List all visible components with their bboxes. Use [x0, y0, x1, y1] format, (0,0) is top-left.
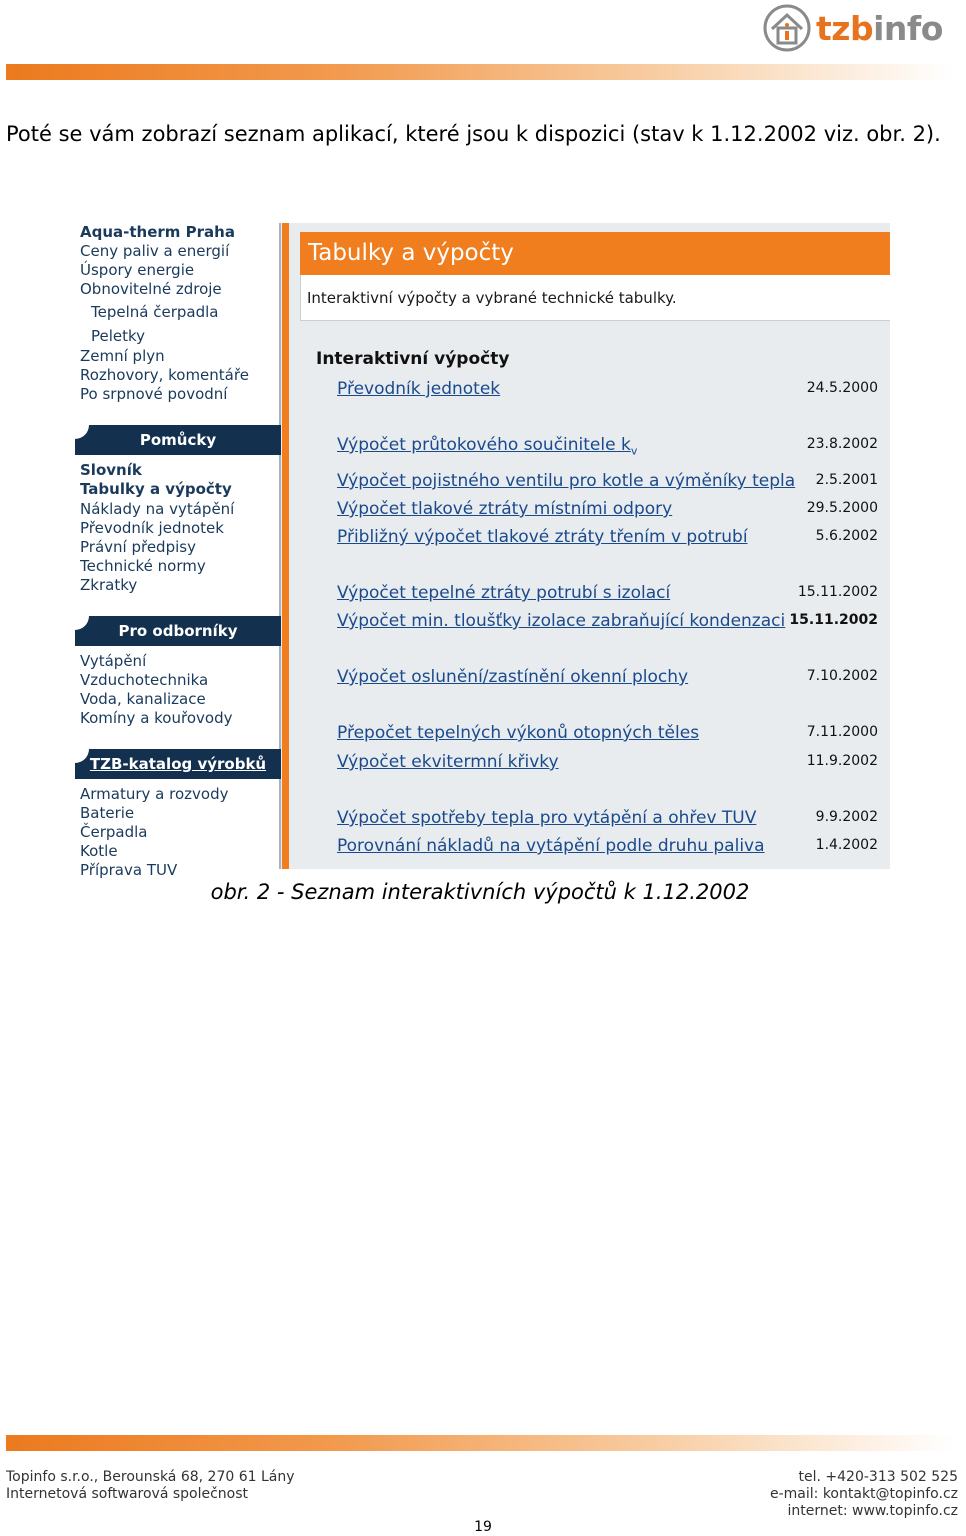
section-title: Interaktivní výpočty [316, 349, 510, 369]
sidebar-link[interactable]: Peletky [91, 327, 146, 345]
sidebar-link[interactable]: Příprava TUV [80, 861, 178, 879]
sidebar-link[interactable]: Kotle [80, 842, 118, 860]
sidebar-link[interactable]: Armatury a rozvody [80, 785, 229, 803]
orange-divider [282, 223, 289, 869]
calc-date: 7.10.2002 [806, 668, 878, 684]
tzbinfo-logo [762, 2, 952, 54]
calc-link[interactable]: Přibližný výpočet tlakové ztráty třením v potrubí [337, 527, 748, 547]
sidebar-heading-odbornici: Pro odborníky [75, 616, 281, 646]
calc-link[interactable]: Výpočet tlakové ztráty místními odpory [337, 499, 673, 519]
calc-date: 1.4.2002 [815, 837, 878, 853]
footer-right [770, 1469, 958, 1520]
footer-company-desc: Internetová softwarová společnost [6, 1486, 249, 1502]
figure-caption: obr. 2 - Seznam interaktivních výpočtů k 1.12.2002 [210, 880, 750, 904]
sidebar-heading-pomucky: Pomůcky [75, 425, 281, 455]
calc-date: 2.5.2001 [815, 472, 878, 488]
intro-paragraph: Poté se vám zobrazí seznam aplikací, které jsou k dispozici (stav k 1.12.2002 viz. obr. 2). [6, 122, 941, 146]
calc-date: 7.11.2000 [806, 724, 878, 740]
sidebar [75, 223, 281, 879]
sidebar-link[interactable]: Po srpnové povodní [80, 385, 228, 403]
calc-link[interactable]: Výpočet ekvitermní křivky [337, 752, 559, 772]
sidebar-link[interactable]: Tepelná čerpadla [91, 303, 219, 321]
sidebar-link[interactable]: Převodník jednotek [80, 519, 224, 537]
sidebar-link[interactable]: Technické normy [80, 557, 206, 575]
sidebar-link[interactable]: Slovník [80, 461, 142, 479]
sidebar-link[interactable]: Náklady na vytápění [80, 500, 235, 518]
sidebar-link[interactable]: Aqua-therm Praha [80, 223, 235, 241]
calc-link[interactable]: Výpočet pojistného ventilu pro kotle a výměníky tepla [337, 471, 796, 491]
calc-date: 5.6.2002 [815, 528, 878, 544]
sidebar-link[interactable]: Vzduchotechnika [80, 671, 209, 689]
sidebar-link[interactable]: Obnovitelné zdroje [80, 280, 222, 298]
sidebar-link[interactable]: Ceny paliv a energií [80, 242, 230, 260]
page-subtitle: Interaktivní výpočty a vybrané technické tabulky. [300, 275, 890, 321]
calc-link[interactable]: Výpočet min. tloušťky izolace zabraňující kondenzaci [337, 611, 786, 631]
house-info-icon [762, 3, 812, 53]
calc-link[interactable]: Výpočet spotřeby tepla pro vytápění a ohřev TUV [337, 808, 757, 828]
sidebar-link[interactable]: Voda, kanalizace [80, 690, 206, 708]
header-gradient-bar [6, 64, 954, 80]
page-number: 19 [474, 1519, 492, 1535]
logo-text-info: info [873, 8, 943, 48]
sidebar-heading-katalog[interactable]: TZB-katalog výrobků [75, 749, 281, 779]
calc-link[interactable]: Převodník jednotek [337, 379, 501, 399]
calc-link[interactable]: Přepočet tepelných výkonů otopných těles [337, 723, 700, 743]
sidebar-link[interactable]: Vytápění [80, 652, 147, 670]
sidebar-link[interactable]: Zkratky [80, 576, 138, 594]
sidebar-link[interactable]: Čerpadla [80, 823, 148, 841]
figure-screenshot [75, 223, 890, 879]
calc-link[interactable]: Porovnání nákladů na vytápění podle druhu paliva [337, 836, 765, 856]
calc-link[interactable]: Výpočet průtokového součinitele $k_v$ [337, 435, 638, 458]
logo-text-tzb: tzb [816, 8, 874, 48]
page-title: Tabulky a výpočty [300, 232, 890, 275]
footer-gradient-bar [6, 1435, 954, 1451]
sidebar-link[interactable]: Rozhovory, komentáře [80, 366, 249, 384]
footer-left [6, 1469, 295, 1503]
calc-date: 24.5.2000 [806, 380, 878, 396]
sidebar-link[interactable]: Úspory energie [80, 261, 195, 279]
footer-phone: tel. +420-313 502 525 [798, 1469, 958, 1485]
sidebar-link[interactable]: Baterie [80, 804, 135, 822]
calc-date: 15.11.2002 [797, 584, 878, 600]
calc-date: 29.5.2000 [806, 500, 878, 516]
footer-email: e-mail: kontakt@topinfo.cz [770, 1486, 958, 1502]
footer-website: internet: www.topinfo.cz [787, 1503, 958, 1519]
calc-date: 11.9.2002 [806, 753, 878, 769]
sidebar-link[interactable]: Zemní plyn [80, 347, 165, 365]
calc-date: 9.9.2002 [815, 809, 878, 825]
calc-date: 23.8.2002 [806, 436, 878, 452]
sidebar-link[interactable]: Komíny a kouřovody [80, 709, 233, 727]
footer-address: Topinfo s.r.o., Berounská 68, 270 61 Lány [6, 1469, 295, 1485]
calc-link[interactable]: Výpočet tepelné ztráty potrubí s izolací [337, 583, 671, 603]
sidebar-link[interactable]: Právní předpisy [80, 538, 196, 556]
sidebar-link[interactable]: Tabulky a výpočty [80, 480, 232, 498]
calc-date: 15.11.2002 [789, 612, 878, 628]
calc-link[interactable]: Výpočet oslunění/zastínění okenní plochy [337, 667, 689, 687]
